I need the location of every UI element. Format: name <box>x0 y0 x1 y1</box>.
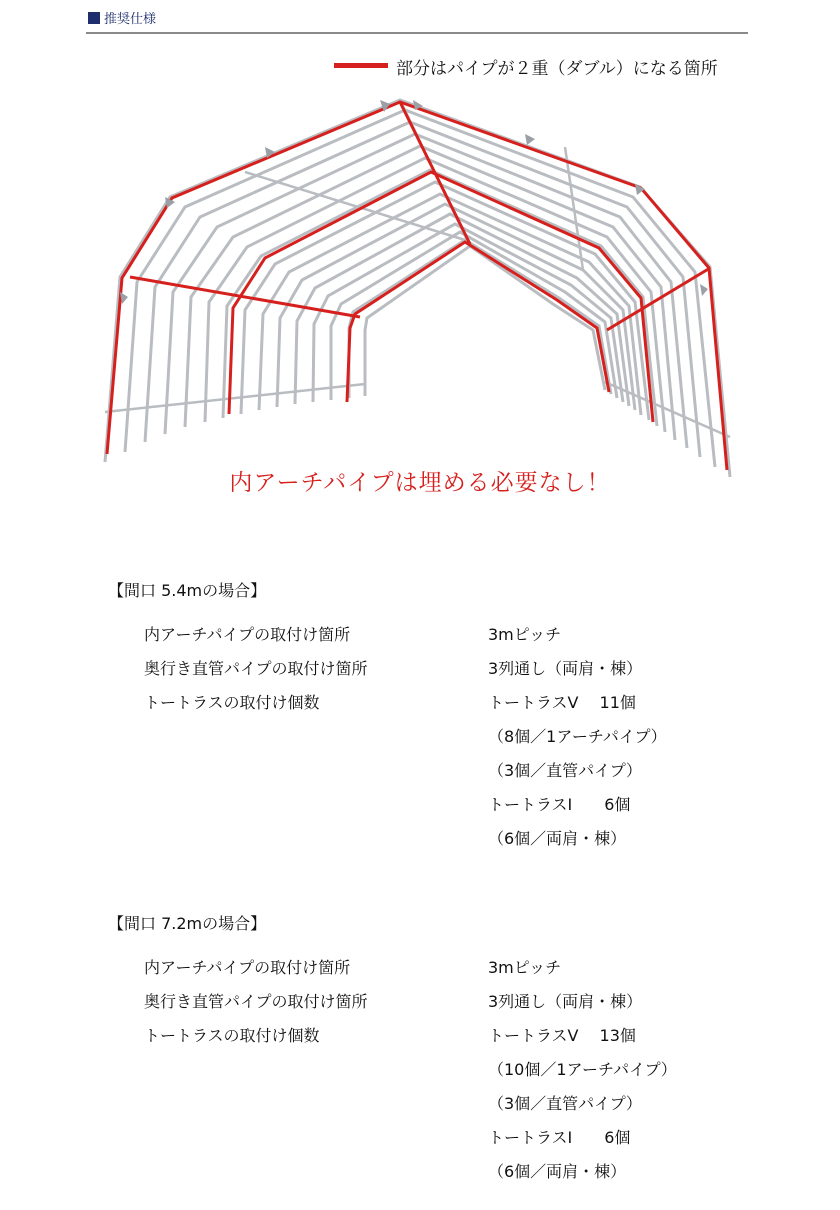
spec-row-label: トートラスの取付け個数 <box>144 693 320 712</box>
spec-section-title: 【間口 7.2mの場合】 <box>108 914 267 933</box>
purlin-pipes <box>105 100 730 437</box>
greenhouse-frame-diagram <box>95 92 745 482</box>
section-header-title: 推奨仕様 <box>104 12 157 27</box>
spec-row-value: （10個／1アーチパイプ） <box>488 1060 677 1079</box>
legend-text: 部分はパイプが２重（ダブル）になる箇所 <box>396 59 718 79</box>
spec-row-label: 奥行き直管パイプの取付け箇所 <box>144 659 368 678</box>
spec-row-label: 奥行き直管パイプの取付け箇所 <box>144 992 368 1011</box>
spec-row-value: （6個／両肩・棟） <box>488 829 627 848</box>
spec-row-value: （6個／両肩・棟） <box>488 1162 627 1181</box>
spec-row-value: トートラスⅠ 6個 <box>488 795 631 814</box>
spec-row-value: 3mピッチ <box>488 958 562 977</box>
spec-row-label: トートラスの取付け個数 <box>144 1026 320 1045</box>
spec-row-value: （3個／直管パイプ） <box>488 761 642 780</box>
spec-row-value: （3個／直管パイプ） <box>488 1094 642 1113</box>
section-header <box>86 8 748 34</box>
spec-row-value: 3列通し（両肩・棟） <box>488 992 643 1011</box>
spec-section-title: 【間口 5.4mの場合】 <box>108 581 267 600</box>
spec-row-value: （8個／1アーチパイプ） <box>488 727 667 746</box>
spec-row-value: トートラスⅠ 6個 <box>488 1128 631 1147</box>
red-line-legend-icon <box>334 63 388 68</box>
spec-row-value: 3列通し（両肩・棟） <box>488 659 643 678</box>
square-bullet-icon <box>88 12 100 24</box>
spec-row-label: 内アーチパイプの取付け箇所 <box>144 625 351 644</box>
warning-note: 内アーチパイプは埋める必要なし！ <box>229 470 611 496</box>
spec-row-value: トートラスⅤ 11個 <box>488 693 636 712</box>
spec-row-value: 3mピッチ <box>488 625 562 644</box>
spec-row-label: 内アーチパイプの取付け箇所 <box>144 958 351 977</box>
spec-row-value: トートラスⅤ 13個 <box>488 1026 636 1045</box>
